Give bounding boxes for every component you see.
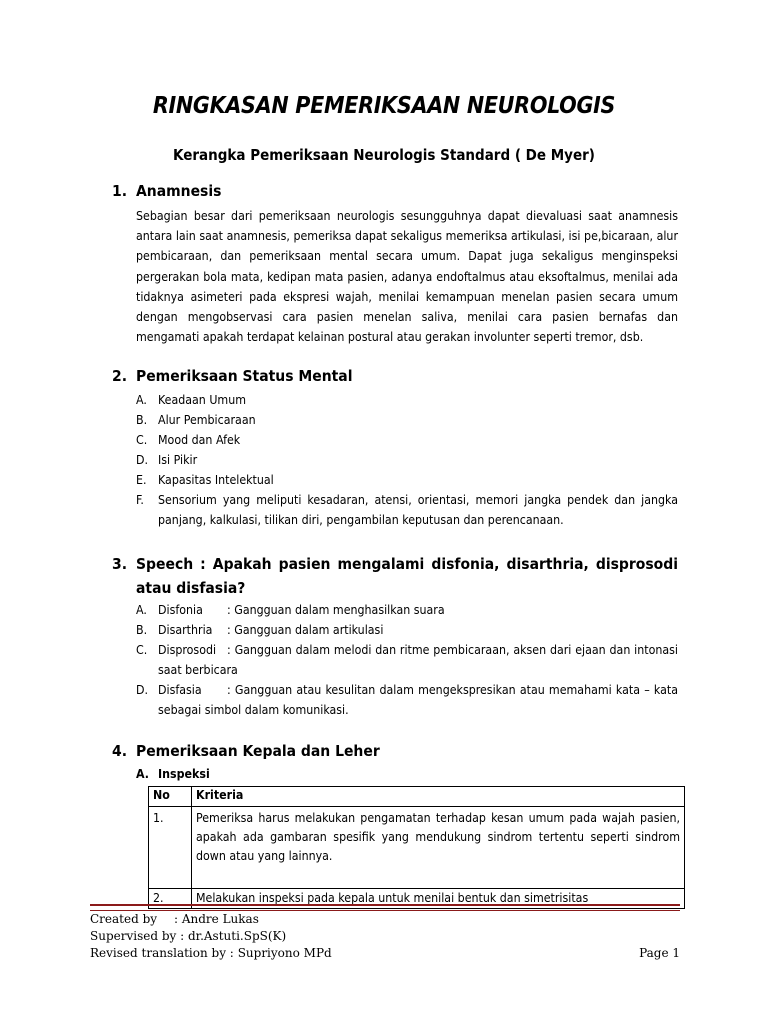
term: Disarthria bbox=[158, 623, 213, 637]
list-item bbox=[136, 640, 678, 680]
list-item-text: Isi Pikir bbox=[158, 453, 198, 467]
list-item-text: Alur Pembicaraan bbox=[158, 413, 256, 427]
list-item bbox=[136, 490, 678, 530]
page-number: Page 1 bbox=[639, 946, 680, 960]
list-item bbox=[136, 470, 678, 490]
list-marker: D. bbox=[136, 453, 149, 467]
list-item bbox=[136, 600, 678, 620]
term: Disprosodi bbox=[158, 643, 217, 657]
list-item-text: Sensorium yang meliputi kesadaran, atensi, orientasi, memori jangka pendek dan jangka panjang, kalkulasi, tilikan diri, pengambilan keputusan dan perencanaan. bbox=[158, 493, 678, 527]
section-title: Anamnesis bbox=[136, 182, 222, 200]
list-marker: F. bbox=[136, 493, 144, 507]
footer-created bbox=[90, 912, 680, 926]
definition: : Gangguan dalam artikulasi bbox=[227, 623, 384, 637]
definition: : Gangguan dalam melodi dan ritme pembicaraan, aksen dari ejaan dan intonasi saat berbicara bbox=[158, 643, 678, 677]
revised-value: Supriyono MPd bbox=[237, 946, 332, 960]
column-header-no: No bbox=[149, 787, 192, 807]
list-marker: B. bbox=[136, 623, 148, 637]
list-marker: C. bbox=[136, 643, 148, 657]
list-marker: A. bbox=[136, 393, 147, 407]
row-criteria: Pemeriksa harus melakukan pengamatan terhadap kesan umum pada wajah pasien, apakah ada gambaran spesifik yang mendukung sindrom tertentu seperti sindrom down atau yang lainnya. bbox=[192, 807, 685, 889]
speech-list bbox=[136, 600, 678, 720]
section-title: Pemeriksaan Kepala dan Leher bbox=[136, 742, 380, 760]
section-title: Pemeriksaan Status Mental bbox=[136, 367, 353, 385]
row-criteria: Melakukan inspeksi pada kepala untuk menilai bentuk dan simetrisitas bbox=[192, 889, 685, 909]
document-title: RINGKASAN PEMERIKSAAN NEUROLOGIS bbox=[152, 93, 616, 119]
section-1-paragraph: Sebagian besar dari pemeriksaan neurologis sesungguhnya dapat dievaluasi saat anamnesis antara lain saat anamnesis, pemeriksa dapat sekaligus memeriksa artikulasi, isi pe,bicaraan, alur pembicaraan, dan pemeriksaan mental secara umum. Dapat juga sekaligus menginspeksi pergerakan bola mata, kedipan mata pasien, adanya endoftalmus atau eksoftalmus, menilai ada tidaknya asimeteri pada ekspresi wajah, menilai kemampuan menelan pasien secara umum dengan mengobservasi cara pasien menelan saliva, menilai cara pasien bernafas dan mengamati apakah terdapat kelainan postural atau gerakan involunter seperti tremor, dsb. bbox=[136, 209, 678, 345]
section-4-heading bbox=[112, 742, 678, 760]
row-number: 1. bbox=[149, 807, 192, 889]
list-item-text: Kapasitas Intelektual bbox=[158, 473, 274, 487]
list-item bbox=[136, 620, 678, 640]
created-value: : Andre Lukas bbox=[174, 912, 259, 926]
list-item bbox=[136, 410, 678, 430]
subsection-inspeksi bbox=[136, 767, 210, 781]
subsection-label: Inspeksi bbox=[158, 767, 210, 781]
list-item-text: Mood dan Afek bbox=[158, 433, 241, 447]
footer-rule-thin bbox=[90, 910, 680, 911]
table-header-row bbox=[149, 787, 685, 807]
list-marker: D. bbox=[136, 683, 149, 697]
section-3-heading bbox=[112, 552, 678, 600]
list-item bbox=[136, 430, 678, 450]
term: Disfonia bbox=[158, 603, 203, 617]
list-marker: A. bbox=[136, 767, 149, 781]
section-title: Speech : Apakah pasien mengalami disfonia, disarthria, disprosodi atau disfasia? bbox=[136, 555, 678, 597]
definition: : Gangguan atau kesulitan dalam mengekspresikan atau memahami kata – kata sebagai simbol dalam komunikasi. bbox=[158, 683, 678, 717]
footer-revised bbox=[90, 946, 680, 960]
column-header-criteria: Kriteria bbox=[192, 787, 685, 807]
list-item bbox=[136, 450, 678, 470]
list-item bbox=[136, 390, 678, 410]
section-number: 1. bbox=[112, 182, 128, 200]
section-number: 3. bbox=[112, 555, 128, 573]
section-number: 2. bbox=[112, 367, 128, 385]
supervised-text: Supervised by : dr.Astuti.SpS(K) bbox=[90, 929, 287, 943]
section-2-heading bbox=[112, 367, 678, 385]
table-row bbox=[149, 807, 685, 889]
created-label: Created by bbox=[90, 912, 158, 926]
list-marker: E. bbox=[136, 473, 147, 487]
section-1-heading bbox=[112, 182, 678, 200]
definition: : Gangguan dalam menghasilkan suara bbox=[227, 603, 445, 617]
section-number: 4. bbox=[112, 742, 128, 760]
list-marker: C. bbox=[136, 433, 148, 447]
list-marker: B. bbox=[136, 413, 148, 427]
term: Disfasia bbox=[158, 683, 202, 697]
list-item-text: Keadaan Umum bbox=[158, 393, 247, 407]
document-subtitle: Kerangka Pemeriksaan Neurologis Standard ( De Myer) bbox=[173, 146, 595, 164]
footer-supervised bbox=[90, 929, 680, 943]
revised-label: Revised translation by : bbox=[90, 946, 234, 960]
list-marker: A. bbox=[136, 603, 147, 617]
list-item bbox=[136, 680, 678, 720]
row-number: 2. bbox=[149, 889, 192, 909]
footer-rule-thick bbox=[90, 904, 680, 906]
criteria-table bbox=[148, 786, 685, 909]
mental-status-list bbox=[136, 390, 678, 530]
